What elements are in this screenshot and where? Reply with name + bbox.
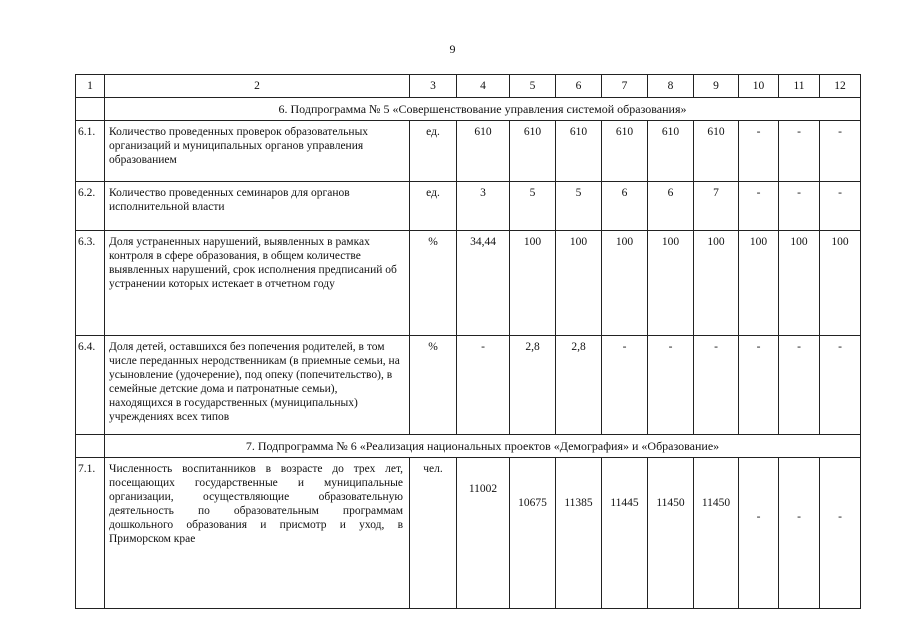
row-value: 11002 [457, 458, 510, 609]
header-cell: 6 [556, 75, 602, 98]
header-cell: 8 [648, 75, 694, 98]
row-value: - [779, 121, 820, 182]
row-value: 610 [648, 121, 694, 182]
row-number: 7.1. [76, 458, 105, 609]
row-value: - [779, 336, 820, 435]
row-value: 100 [602, 231, 648, 336]
header-cell: 3 [410, 75, 457, 98]
row-value: 11385 [556, 458, 602, 609]
row-value: - [779, 182, 820, 231]
row-value: 100 [694, 231, 739, 336]
row-value: 10675 [510, 458, 556, 609]
section-row [76, 98, 861, 121]
row-value: 610 [694, 121, 739, 182]
row-unit: ед. [410, 182, 457, 231]
row-unit: ед. [410, 121, 457, 182]
row-value: - [820, 121, 861, 182]
header-cell: 4 [457, 75, 510, 98]
table-row [76, 121, 861, 182]
header-cell: 5 [510, 75, 556, 98]
row-description: Количество проведенных семинаров для органов исполнительной власти [105, 182, 410, 231]
row-value: 6 [602, 182, 648, 231]
row-value: - [739, 121, 779, 182]
section-row [76, 435, 861, 458]
row-value: - [739, 458, 779, 609]
row-value: - [739, 182, 779, 231]
row-value: 610 [602, 121, 648, 182]
row-value: 610 [510, 121, 556, 182]
row-value: - [820, 336, 861, 435]
row-value: 2,8 [556, 336, 602, 435]
row-number: 6.2. [76, 182, 105, 231]
section-title: 7. Подпрограмма № 6 «Реализация национальных проектов «Демография» и «Образование» [105, 435, 861, 458]
row-value: 100 [739, 231, 779, 336]
row-number: 6.1. [76, 121, 105, 182]
row-number: 6.3. [76, 231, 105, 336]
section-spacer [76, 435, 105, 458]
row-value: 5 [556, 182, 602, 231]
header-cell: 2 [105, 75, 410, 98]
row-value: 34,44 [457, 231, 510, 336]
row-unit: % [410, 336, 457, 435]
row-value: 610 [556, 121, 602, 182]
indicators-table [75, 74, 861, 609]
table-row [76, 336, 861, 435]
section-spacer [76, 98, 105, 121]
row-value: - [739, 336, 779, 435]
row-value: 100 [648, 231, 694, 336]
row-value: - [820, 182, 861, 231]
row-value: - [779, 458, 820, 609]
row-value: 7 [694, 182, 739, 231]
row-value: 100 [556, 231, 602, 336]
row-value: 100 [779, 231, 820, 336]
section-title: 6. Подпрограмма № 5 «Совершенствование управления системой образования» [105, 98, 861, 121]
row-value: 2,8 [510, 336, 556, 435]
row-value: 6 [648, 182, 694, 231]
page-number: 9 [449, 42, 456, 56]
header-cell: 7 [602, 75, 648, 98]
header-cell: 12 [820, 75, 861, 98]
row-value: - [457, 336, 510, 435]
row-value: - [820, 458, 861, 609]
header-cell: 1 [76, 75, 105, 98]
row-value: - [602, 336, 648, 435]
header-cell: 9 [694, 75, 739, 98]
header-cell: 10 [739, 75, 779, 98]
row-value: - [648, 336, 694, 435]
row-value: 100 [820, 231, 861, 336]
table-row [76, 182, 861, 231]
row-value: 5 [510, 182, 556, 231]
table-row [76, 458, 861, 609]
row-description: Доля устраненных нарушений, выявленных в рамках контроля в сфере образования, в общем количестве выявленных нарушений, срок исполнения предписаний об устранении которых истекает в отчетном году [105, 231, 410, 336]
header-row [76, 75, 861, 98]
header-cell: 11 [779, 75, 820, 98]
row-value: 100 [510, 231, 556, 336]
row-unit: % [410, 231, 457, 336]
row-description: Количество проведенных проверок образовательных организаций и муниципальных органов управления образованием [105, 121, 410, 182]
row-value: - [694, 336, 739, 435]
row-value: 610 [457, 121, 510, 182]
row-unit: чел. [410, 458, 457, 609]
table-row [76, 231, 861, 336]
row-value: 3 [457, 182, 510, 231]
row-value: 11450 [694, 458, 739, 609]
row-description: Доля детей, оставшихся без попечения родителей, в том числе переданных неродственникам (в приемные семьи, на усыновление (удочерение), под опеку (попечительство), в семейные детские дома и патронатные семьи), находящихся в государственных (муниципальных) учреждениях всех типов [105, 336, 410, 435]
row-value: 11445 [602, 458, 648, 609]
row-value: 11450 [648, 458, 694, 609]
row-description: Численность воспитанников в возрасте до трех лет, посещающих государственные и муниципальные организации, осуществляющие образовательную деятельность по образовательным программам дошкольного образования и присмотр и уход, в Приморском крае [105, 458, 410, 609]
row-number: 6.4. [76, 336, 105, 435]
